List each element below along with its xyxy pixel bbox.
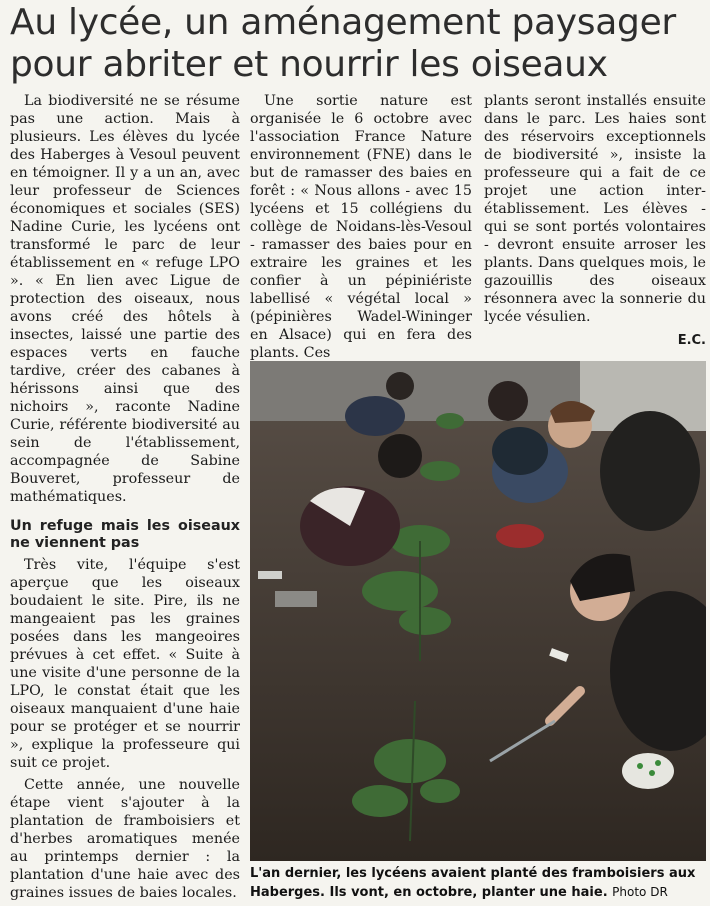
paragraph-refuge: Très vite, l'équipe s'est aperçue que les oiseaux boudaient le site. Pire, ils ne mangeaient pas les graines posées dans les mangeoires prévues à cet effet. « Suite à une visite d'une personne de la LPO, le constat était que les oiseaux manquaient d'une haie pour se protéger et se nourrir », explique la professeure qui suit ce projet. [10, 557, 240, 771]
article-column-3 [484, 92, 706, 350]
headline-line-1: Au lycée, un aménagement paysager [10, 2, 676, 43]
headline-line-2: pour abriter et nourrir les oiseaux [10, 44, 608, 85]
article-column-2 [250, 92, 472, 366]
photo-caption [250, 864, 706, 902]
paragraph-this-year: Cette année, une nouvelle étape vient s'ajouter à la plantation de framboisiers et d'herbes aromatiques menée au printemps dernier : la plantation d'une haie avec des graines issues de baies locales. [10, 777, 240, 901]
students-planting-illustration [250, 361, 706, 861]
photo-credit: Photo DR [612, 885, 668, 899]
author-signature: E.C. [677, 333, 706, 348]
article-column-1 [10, 92, 240, 906]
paragraph-intro: La biodiversité ne se résume pas une action. Mais à plusieurs. Les élèves du lycée des Haberges à Vesoul peuvent en témoigner. Il y a un an, avec leur professeur de Sciences économiques et sociales (SES) Nadine Curie, les lycéens ont transformé le parc de leur établissement en « refuge LPO ». « En lien avec Ligue de protection des oiseaux, nous avons créé des hôtels à insectes, laissé une partie des espaces verts en fauche tardive, créer des cabanes à hérissons ainsi que des nichoirs », raconte Nadine Curie, référente biodiversité au sein de l'établissement, accompagnée de Sabine Bouveret, professeur de mathématiques. [10, 93, 240, 505]
paragraph-continuation: plants seront installés ensuite dans le parc. Les haies sont des réservoirs exceptionnels de biodiversité », insiste la professeure qui a fait de ce projet une action inter-établissement. Les élèves - qui se sont portés volontaires - devront ensuite arroser les plants. Dans quelques mois, le gazouillis des oiseaux résonnera avec la sonnerie du lycée vésulien. [484, 93, 706, 325]
paragraph-outing: Une sortie nature est organisée le 6 octobre avec l'association France Nature environnement (FNE) dans le but de ramasser des baies en forêt : « Nous allons - avec 15 lycéens et 15 collégiens du collège de Noidans-lès-Vesoul - ramasser des baies pour en extraire les graines et les confier à un pépiniériste labellisé « végétal local » (pépinières Wadel-Wininger en Alsace) qui en fera des plants. Ces [250, 93, 472, 361]
headline [10, 2, 705, 86]
subheading: Un refuge mais les oiseaux ne viennent pas [10, 518, 240, 551]
article-photo [250, 361, 706, 861]
caption-text: L'an dernier, les lycéens avaient planté des framboisiers aux Haberges. Ils vont, en octobre, planter une haie. [250, 866, 696, 900]
